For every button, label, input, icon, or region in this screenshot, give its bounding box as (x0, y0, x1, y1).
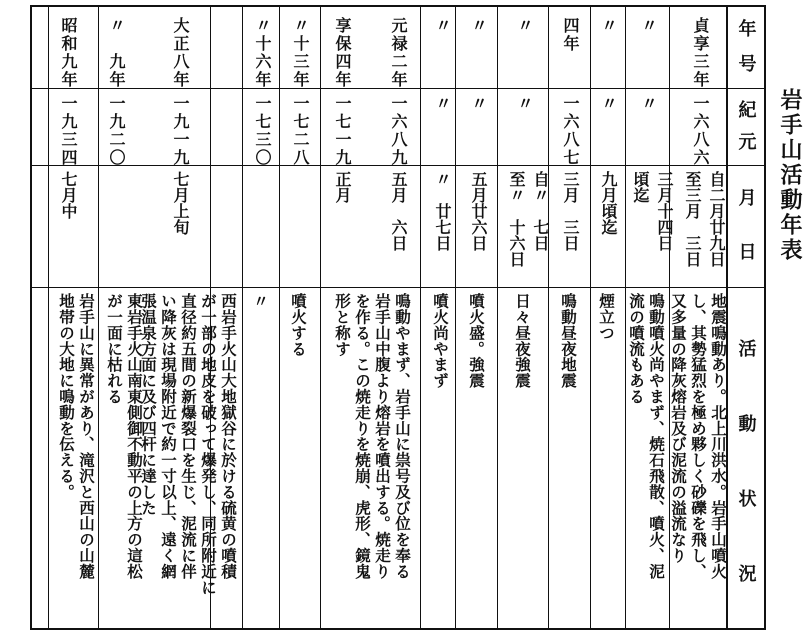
status-cell: 〃 (251, 293, 270, 309)
ad-cell: 一九二〇 (107, 95, 126, 167)
era-cell: 昭和九年 (59, 17, 78, 89)
era-cell: 元禄二年 (389, 17, 408, 89)
ad-cell: 一九三四 (59, 95, 78, 167)
column-divider (420, 7, 421, 628)
date-cell: 三月十四日 頃迄 (631, 171, 674, 251)
page-title: 岩手山活動年表 (777, 88, 803, 263)
era-cell: 〃 (515, 17, 534, 35)
column-divider (590, 7, 591, 628)
date-cell: 自二月廿九日 至三月 三日 (683, 171, 726, 267)
column-divider (320, 7, 321, 628)
date-cell: 〃 廿七日 (433, 171, 452, 251)
ad-cell: 一七三〇 (253, 95, 272, 167)
date-cell: 七月上旬 (171, 171, 190, 235)
era-cell: 貞享三年 (691, 17, 710, 89)
column-divider (548, 7, 549, 628)
row-divider-date (32, 287, 764, 288)
status-cell: 鳴動噴火尚やまず、焼石飛散、噴火、泥 流の噴流もある (627, 293, 666, 580)
era-cell: 〃 (433, 17, 452, 35)
status-cell: 東岩手火山南東側御不動平の上方の這松 が一面に枯れる (105, 293, 144, 580)
date-cell: 自〃 七日 至〃 十六日 (507, 171, 550, 267)
ad-cell: 一六八六 (691, 95, 710, 167)
date-cell: 九月頃迄 (599, 171, 618, 235)
column-divider (48, 7, 49, 628)
status-cell: 鳴動昼夜地震 (559, 293, 578, 389)
status-cell: 西岩手火山大地獄谷に於ける硫黄の噴積 が一部の地皮を破って爆発し、同所附近に 直径約五間の新爆裂口を生じ、泥流に伴 い降灰は現場附近で約一寸以上、遠く網 張温泉方面に及び四杆に達した (139, 293, 238, 596)
ad-cell: 一九一九 (171, 95, 190, 167)
era-cell: 〃十六年 (253, 17, 272, 89)
header-ad: 紀 元 (738, 100, 757, 153)
status-cell: 煙立つ (597, 293, 616, 341)
header-year: 年 号 (738, 18, 757, 75)
date-cell: 七月中 (59, 171, 78, 219)
era-cell: 四年 (561, 17, 580, 53)
date-cell: 三月 三日 (561, 171, 580, 251)
status-cell: 鳴動やまず、岩手山に祟号及び位を奉る 岩手山中腹より熔岩を噴出する。焼走り を作る。この焼走りを焼崩、虎形、鏡鬼 形と称す (333, 293, 412, 580)
era-cell: 享保四年 (333, 17, 352, 89)
ad-cell: 一七二八 (291, 95, 310, 167)
column-divider (98, 7, 99, 628)
ad-cell: 〃 (599, 95, 618, 113)
date-cell: 正月 (333, 171, 352, 203)
status-cell: 噴火尚やまず (431, 293, 450, 389)
activity-table (30, 5, 766, 630)
ad-cell: 〃 (515, 95, 534, 113)
ad-cell: 一七一九 (333, 95, 352, 167)
ad-cell: 一六八七 (561, 95, 580, 167)
era-cell: 大正八年 (171, 17, 190, 89)
ad-cell: 〃 (639, 95, 658, 113)
era-cell: 〃 九年 (107, 17, 126, 89)
status-cell: 岩手山に異常があり、滝沢と西山の山麓 地帯の大地に鳴動を伝える。 (57, 293, 96, 580)
ad-cell: 一六八九 (389, 95, 408, 167)
ad-cell: 〃 (469, 95, 488, 113)
header-date: 月 日 (738, 188, 757, 263)
era-cell: 〃 (469, 17, 488, 35)
status-cell: 日々昼夜強震 (513, 293, 532, 389)
status-cell: 地震鳴動あり。北上川洪水。岩手山噴火 し、其勢猛烈を極め夥しく砂礫を飛し、 又多量の降灰熔岩及び泥流の溢流なり (669, 293, 728, 580)
status-cell: 噴火する (289, 293, 308, 357)
ad-cell: 〃 (433, 95, 452, 113)
header-status: 活 動 状 況 (738, 338, 757, 585)
status-cell: 噴火盛。強震 (467, 293, 486, 389)
era-cell: 〃 (599, 17, 618, 35)
column-divider (242, 7, 243, 628)
column-divider (279, 7, 280, 628)
date-cell: 五月 六日 (389, 171, 408, 251)
era-cell: 〃十三年 (291, 17, 310, 89)
date-cell: 五月廿六日 (469, 171, 488, 251)
column-divider (497, 7, 498, 628)
column-divider (455, 7, 456, 628)
era-cell: 〃 (639, 17, 658, 35)
